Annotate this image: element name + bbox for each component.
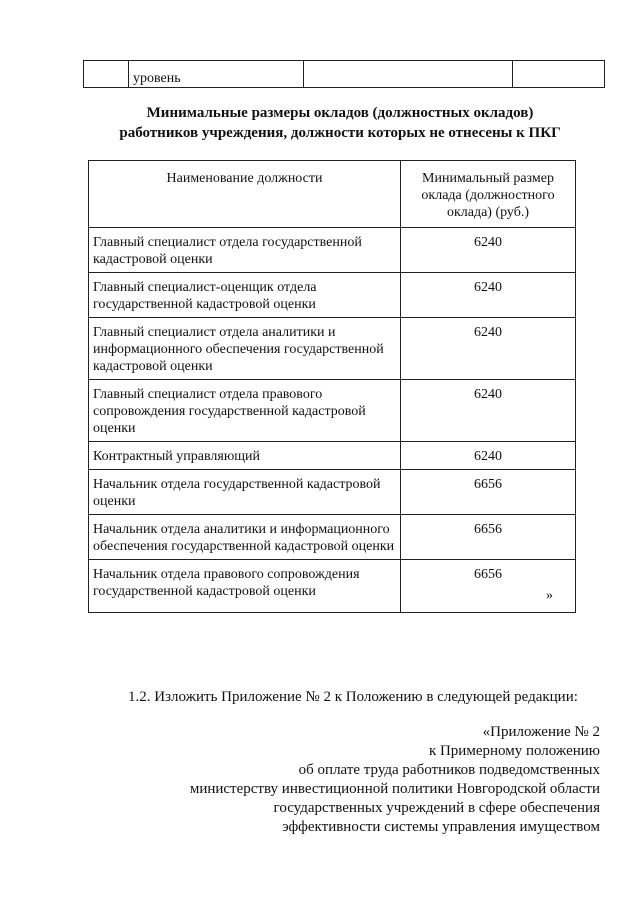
position-name: Главный специалист-оценщик отдела государственной кадастровой оценки xyxy=(89,273,401,318)
table-row xyxy=(84,61,605,88)
salary-amount: 6656 xyxy=(474,567,502,582)
salary-amount: 6240 xyxy=(401,380,576,442)
position-name: Главный специалист отдела правового сопровождения государственной кадастровой оценки xyxy=(89,380,401,442)
appendix-line: об оплате труда работников подведомственных xyxy=(298,762,600,778)
closing-quote-mark: » xyxy=(546,588,553,603)
position-name: Начальник отдела государственной кадастровой оценки xyxy=(89,470,401,515)
salary-amount-cell xyxy=(401,560,576,613)
table-row xyxy=(89,380,576,442)
header-min-salary: Минимальный размер оклада (должностного оклада) (руб.) xyxy=(401,161,576,228)
header-position-name: Наименование должности xyxy=(89,161,401,228)
salary-amount: 6240 xyxy=(401,273,576,318)
salary-amount: 6240 xyxy=(401,318,576,380)
position-name: Начальник отдела правового сопровождения государственной кадастровой оценки xyxy=(89,560,401,613)
appendix-line: «Приложение № 2 xyxy=(482,724,600,740)
table-row xyxy=(89,560,576,613)
amendment-paragraph: 1.2. Изложить Приложение № 2 к Положению в следующей редакции: xyxy=(128,689,578,705)
table-cell xyxy=(304,61,513,88)
table-cell xyxy=(84,61,129,88)
table-row xyxy=(89,273,576,318)
salary-amount: 6656 xyxy=(401,515,576,560)
table-row xyxy=(89,470,576,515)
table-row xyxy=(89,228,576,273)
position-name: Контрактный управляющий xyxy=(89,442,401,470)
heading-line: Минимальные размеры окладов (должностных окладов) xyxy=(146,105,534,121)
salary-table xyxy=(88,160,576,613)
salary-amount: 6240 xyxy=(401,442,576,470)
table-row xyxy=(89,515,576,560)
salary-amount: 6656 xyxy=(401,470,576,515)
appendix-line: министерству инвестиционной политики Новгородской области xyxy=(189,781,600,797)
position-name: Начальник отдела аналитики и информационного обеспечения государственной кадастровой оценки xyxy=(89,515,401,560)
appendix-line: государственных учреждений в сфере обеспечения xyxy=(273,800,600,816)
position-name: Главный специалист отдела государственной кадастровой оценки xyxy=(89,228,401,273)
table-header-row xyxy=(89,161,576,228)
table-cell xyxy=(513,61,605,88)
section-heading xyxy=(90,103,590,143)
salary-amount: 6240 xyxy=(401,228,576,273)
previous-table-fragment xyxy=(83,60,605,88)
appendix-header xyxy=(190,723,600,837)
table-cell: уровень xyxy=(129,61,304,88)
table-row xyxy=(89,318,576,380)
appendix-line: к Примерному положению xyxy=(428,743,600,759)
heading-line: работников учреждения, должности которых не отнесены к ПКГ xyxy=(119,125,561,141)
table-row xyxy=(89,442,576,470)
appendix-line: эффективности системы управления имуществом xyxy=(282,819,600,835)
position-name: Главный специалист отдела аналитики и информационного обеспечения государственной кадастровой оценки xyxy=(89,318,401,380)
